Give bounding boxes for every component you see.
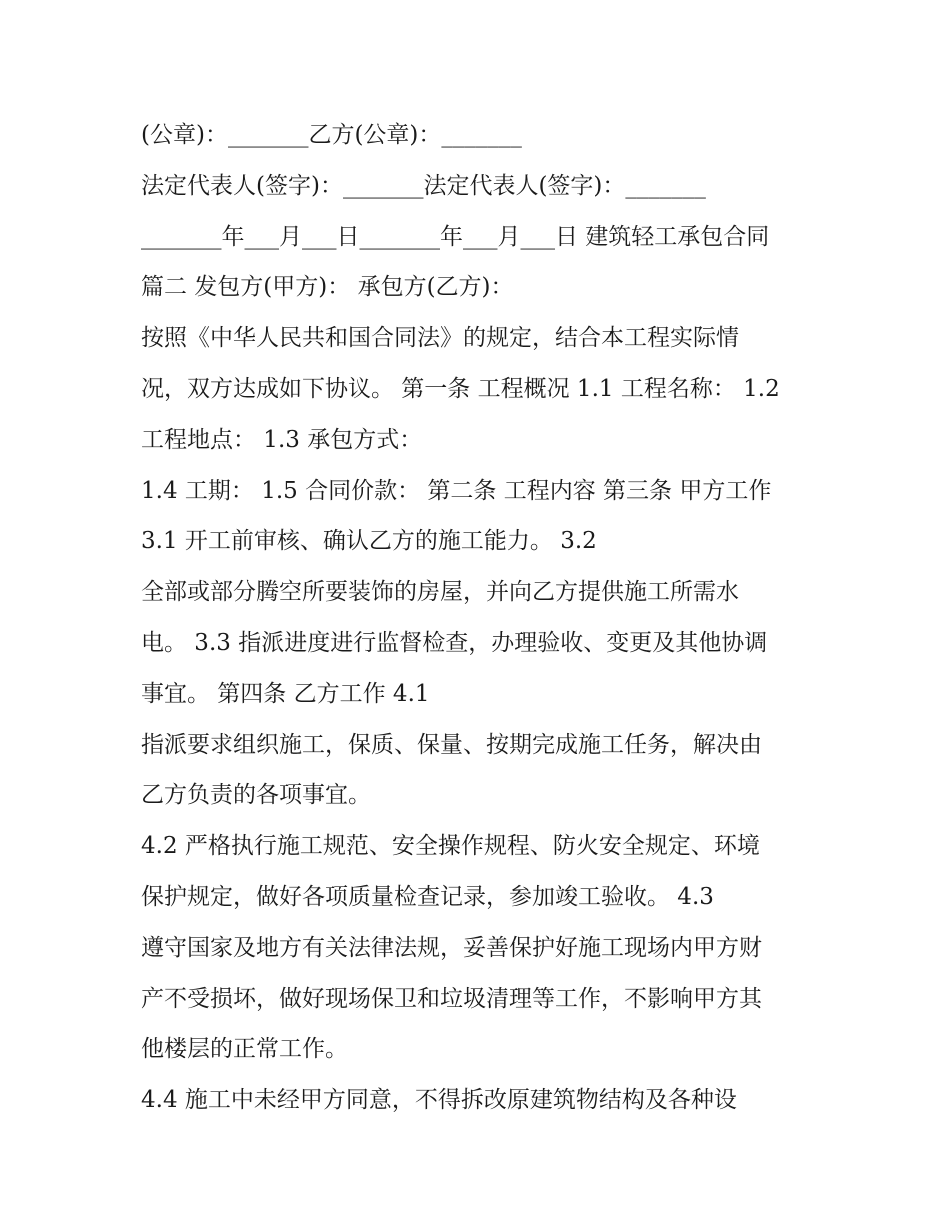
text-line: 法定代表人(签字)：_______法定代表人(签字)：_______ (141, 172, 706, 199)
text-line: 4.4 施工中未经甲方同意，不得拆改原建筑物结构及各种设 (141, 1087, 737, 1114)
text-line: 1.4 工期： 1.5 合同价款： 第二条 工程内容 第三条 甲方工作 (141, 477, 772, 504)
text-line: 他楼层的正常工作。 (141, 1036, 348, 1063)
text-line: 保护规定，做好各项质量检查记录，参加竣工验收。 4.3 (141, 883, 714, 910)
text-line: 工程地点： 1.3 承包方式： (141, 426, 423, 453)
text-line: 按照《中华人民共和国合同法》的规定，结合本工程实际情 (141, 325, 739, 352)
text-line: (公章)：_______乙方(公章)：_______ (141, 122, 522, 148)
text-line: 篇二 发包方(甲方)： 承包方(乙方)： (141, 274, 514, 301)
text-line: 3.1 开工前审核、确认乙方的施工能力。 3.2 (141, 528, 597, 555)
text-line: 况，双方达成如下协议。 第一条 工程概况 1.1 工程名称： 1.2 (141, 375, 780, 402)
text-line: 指派要求组织施工，保质、保量、按期完成施工任务，解决由 (141, 731, 762, 758)
text-line: 事宜。 第四条 乙方工作 4.1 (141, 680, 430, 707)
text-line: 乙方负责的各项事宜。 (141, 782, 371, 809)
document-body (141, 110, 821, 1126)
text-line: 4.2 严格执行施工规范、安全操作规程、防火安全规定、环境 (141, 833, 760, 860)
text-line: 遵守国家及地方有关法律法规，妥善保护好施工现场内甲方财 (141, 934, 762, 961)
text-line: 全部或部分腾空所要装饰的房屋，并向乙方提供施工所需水 (141, 579, 739, 606)
text-line: 电。 3.3 指派进度进行监督检查，办理验收、变更及其他协调 (141, 629, 768, 656)
text-line: _______年___月___日_______年___月___日 建筑轻工承包合同 (141, 223, 770, 250)
text-line: 产不受损坏，做好现场保卫和垃圾清理等工作，不影响甲方其 (141, 985, 762, 1012)
